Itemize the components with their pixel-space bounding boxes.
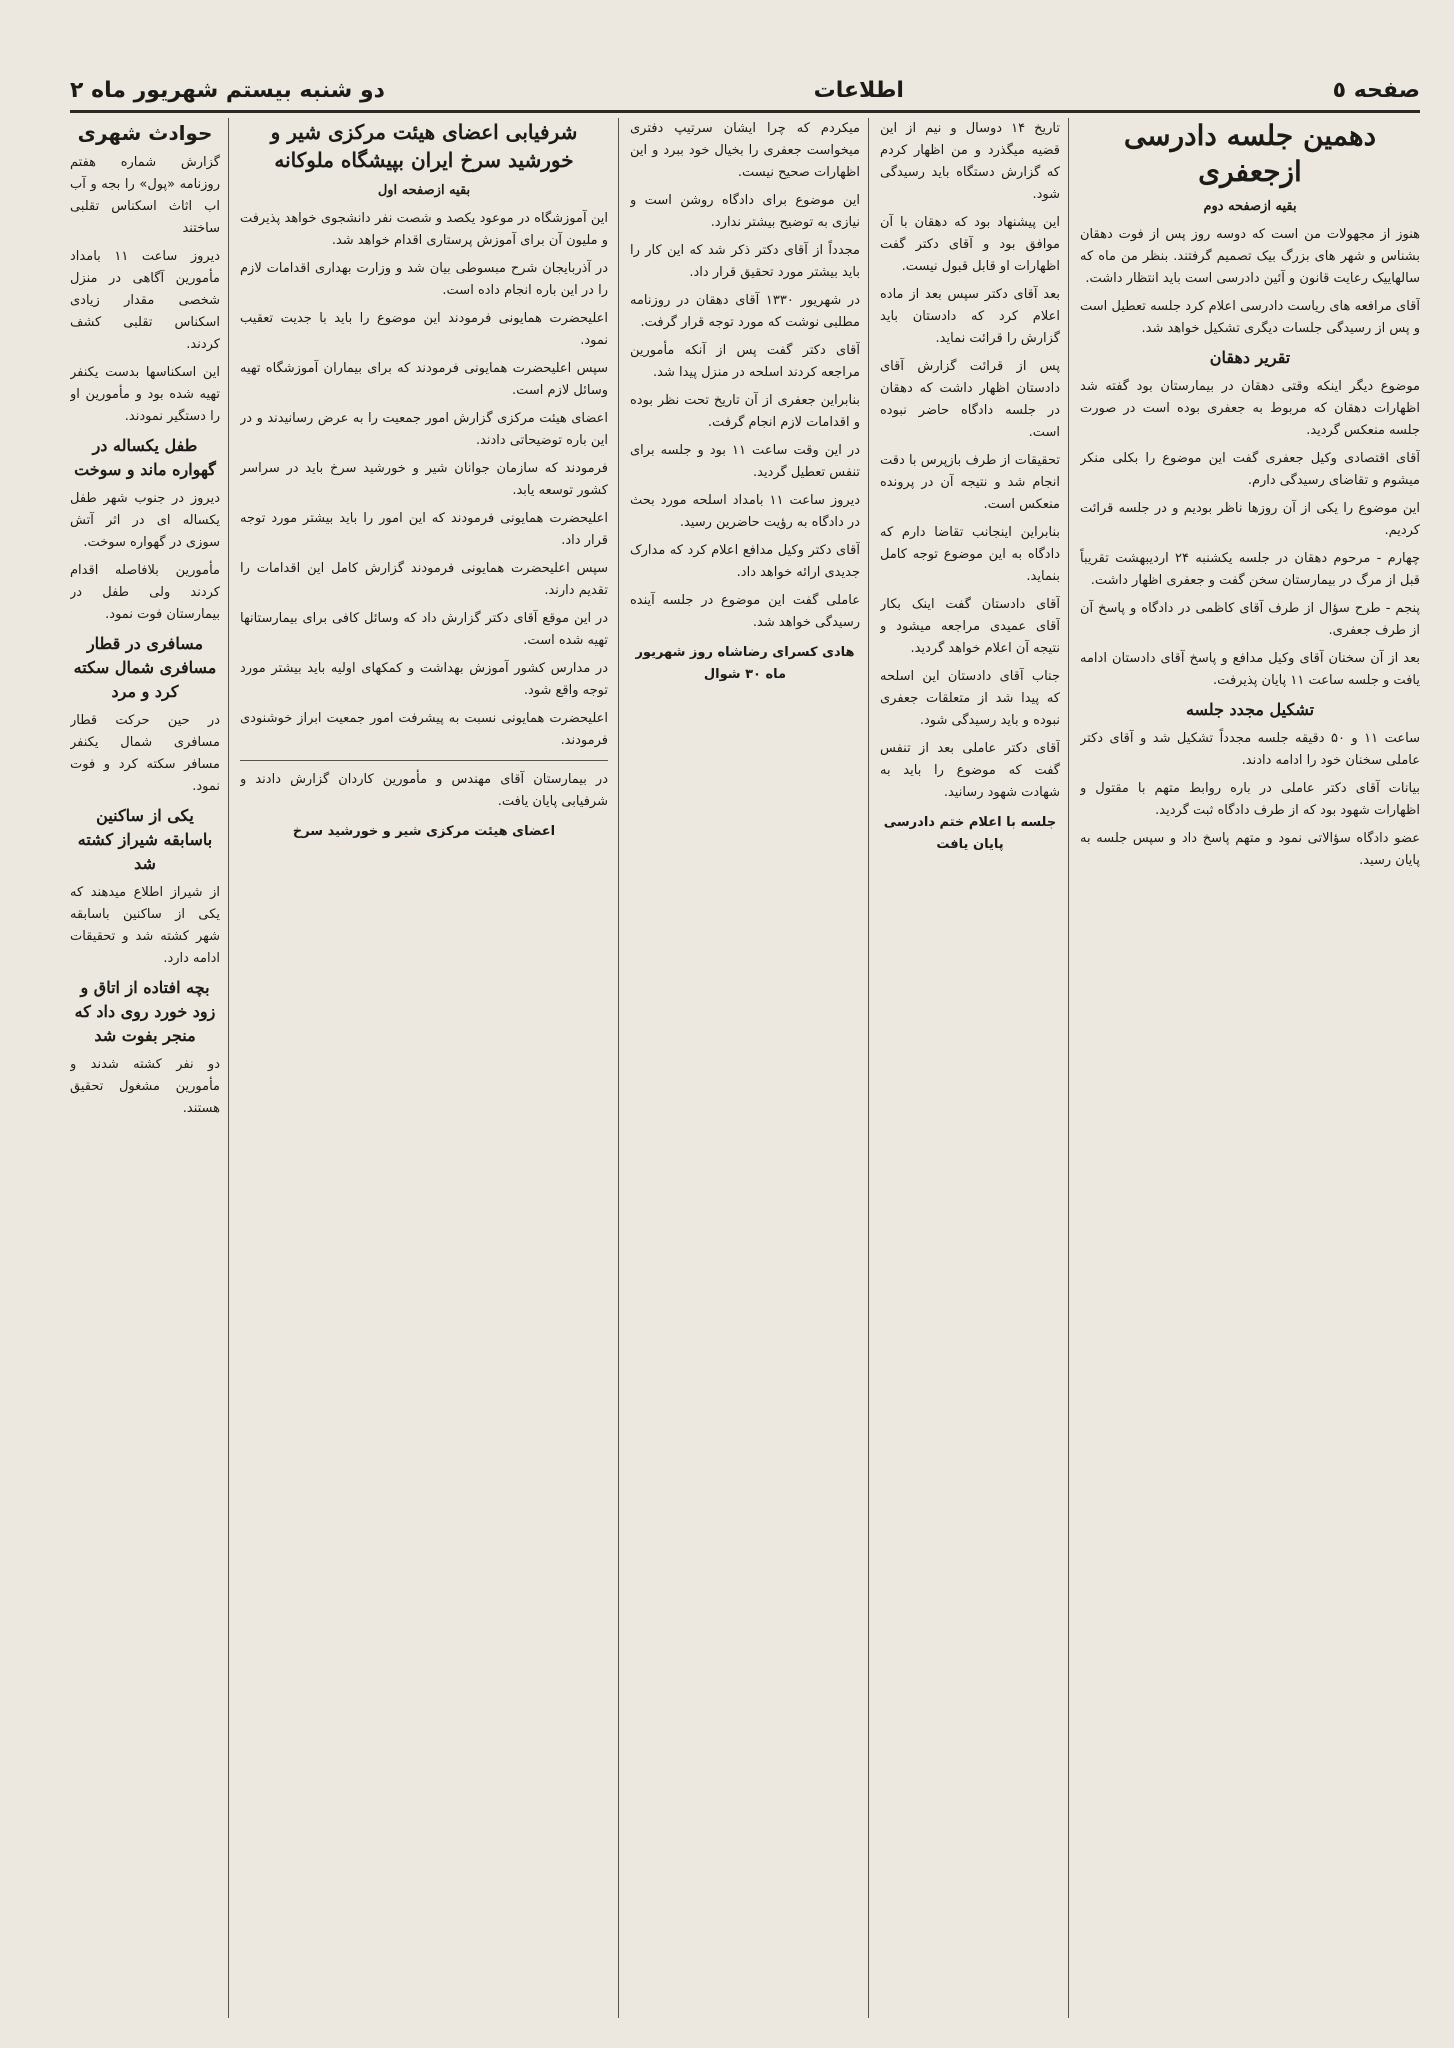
paragraph: ساعت ۱۱ و ۵۰ دقیقه جلسه مجدداً تشکیل شد و آقای دکتر عاملی سخنان خود را ادامه دادند. [1080,731,1420,768]
paragraph: در حین حرکت قطار مسافری شمال یکنفر مسافر سکته کرد و فوت نمود. [70,713,220,794]
paragraph: مجدداً از آقای دکتر ذکر شد که این کار را باید بیشتر مورد تحقیق قرار داد. [630,243,860,280]
column-divider [868,118,869,2018]
paragraph: جناب آقای دادستان این اسلحه که پیدا شد از متعلقات جعفری نبوده و باید رسیدگی شود. [880,669,1060,728]
paragraph: بنابراین اینجانب تقاضا دارم که دادگاه به این موضوع توجه کامل بنماید. [880,525,1060,584]
paragraph: در آذربایجان شرح مبسوطی بیان شد و وزارت بهداری اقدامات لازم را در این باره انجام داده است. [240,261,608,298]
paragraph: دیروز در جنوب شهر طفل یکساله ای در اثر آتش سوزی در گهواره سوخت. [70,491,220,550]
section-heading: مسافری در قطار مسافری شمال سکته کرد و مرد [73,634,217,701]
paragraph: بنابراین جعفری از آن تاریخ تحت نظر بوده و اقدامات لازم انجام گرفت. [630,393,860,430]
column-proceedings [630,118,860,2018]
paragraph: موضوع دیگر اینکه وقتی دهقان در بیمارستان بود گفته شد اظهارات دهقان که مربوط به جعفری بوده است در صورت جلسه منعکس گردید. [1080,379,1420,438]
paragraph: بیانات آقای دکتر عاملی در باره روابط متهم با مقتول و اظهارات شهود بود که از طرف دادگاه ثبت گردید. [1080,781,1420,818]
paragraph: تاریخ ۱۴ دوسال و نیم از این قضیه میگذرد و من اظهار کردم که گزارش دستگاه باید رسیدگی شود. [880,121,1060,202]
paragraph: تحقیقات از طرف بازپرس با دقت انجام شد و نتیجه آن در پرونده منعکس است. [880,453,1060,512]
issue-date: دو شنبه بیستم شهریور ماه ۲ [70,77,385,103]
city-news-title: حوادث شهری [77,121,213,145]
divider [240,760,608,761]
trial-headline: دهمین جلسه دادرسی ازجعفری [1123,119,1377,188]
paragraph: آقای دادستان گفت اینک بکار آقای عمیدی مراجعه میشود و نتیجه آن اعلام خواهد گردید. [880,597,1060,656]
section-heading: تقریر دهقان [1209,348,1291,367]
column-city-news [70,118,220,2018]
section-heading: یکی از ساکنین باسابقه شیراز کشته شد [77,806,213,873]
paragraph: آقای دکتر وکیل مدافع اعلام کرد که مدارک جدیدی ارائه خواهد داد. [630,543,860,580]
paragraph: بعد آقای دکتر سپس بعد از ماده اعلام کرد که دادستان باید گزارش را قرائت نماید. [880,287,1060,346]
paragraph: آقای مرافعه های ریاست دادرسی اعلام کرد جلسه تعطیل است و پس از رسیدگی جلسات دیگری تشکیل خواهد شد. [1080,299,1420,336]
paragraph: عضو دادگاه سؤالاتی نمود و متهم پاسخ داد و سپس جلسه به پایان رسید. [1080,831,1420,868]
paragraph: میکردم که چرا ایشان سرتیپ دفتری میخواست جعفری را بخیال خود ببرد و این اظهارات صحیح نیست. [630,121,860,180]
paragraph: در شهریور ۱۳۳۰ آقای دهقان در روزنامه مطلبی نوشت که مورد توجه قرار گرفت. [630,293,860,330]
paragraph: اعلیحضرت همایونی نسبت به پیشرفت امور جمعیت ابراز خوشنودی فرمودند. [240,711,608,748]
paragraph: در مدارس کشور آموزش بهداشت و کمکهای اولیه باید بیشتر مورد توجه واقع شود. [240,661,608,698]
closing-line: هادی کسرای رضاشاه روز شهریور ماه ۳۰ شوال [635,645,855,682]
paragraph: فرمودند که سازمان جوانان شیر و خورشید سرخ باید در سراسر کشور توسعه یابد. [240,461,608,498]
column-trial [1080,118,1420,2018]
paragraph: اعضای هیئت مرکزی گزارش امور جمعیت را به عرض رسانیدند و در این باره توضیحاتی دادند. [240,411,608,448]
paragraph: در این وقت ساعت ۱۱ بود و جلسه برای تنفس تعطیل گردید. [630,443,860,480]
paragraph: سپس اعلیحضرت همایونی فرمودند گزارش کامل این اقدامات را تقدیم دارند. [240,561,608,598]
paragraph: پس از قرائت گزارش آقای دادستان اظهار داشت که دهقان در جلسه دادگاه حاضر نبوده است. [880,359,1060,440]
paragraph: مأمورین بلافاصله اقدام کردند ولی طفل در بیمارستان فوت نمود. [70,563,220,622]
paragraph: پنجم - طرح سؤال از طرف آقای کاظمی در دادگاه و پاسخ آن از طرف جعفری. [1080,601,1420,638]
audience-headline: شرفیابی اعضای هیئت مرکزی شیر و خورشید سرخ ایران بپیشگاه ملوکانه [270,120,578,172]
paragraph: اعلیحضرت همایونی فرمودند این موضوع را باید با جدیت تعقیب نمود. [240,311,608,348]
paragraph: این موضوع را یکی از آن روزها ناظر بودیم و در جلسه قرائت کردیم. [1080,501,1420,538]
newspaper-name: اطلاعات [813,77,904,103]
paragraph: بعد از آن سخنان آقای وکیل مدافع و پاسخ آقای دادستان ادامه یافت و جلسه ساعت ۱۱ پایان پذیرفت. [1080,651,1420,688]
section-heading: تشکیل مجدد جلسه [1185,700,1315,719]
paragraph: دیروز ساعت ۱۱ بامداد مأمورین آگاهی در منزل شخصی مقدار زیادی اسکناس تقلبی کشف کردند. [70,249,220,352]
paragraph: آقای دکتر عاملی بعد از تنفس گفت که موضوع را باید به شهادت شهود رسانید. [880,741,1060,800]
page-header [70,70,1420,113]
paragraph: از شیراز اطلاع میدهند که یکی از ساکنین باسابقه شهر کشته شد و تحقیقات ادامه دارد. [70,885,220,966]
section-heading: طفل یکساله در گهواره ماند و سوخت [74,436,216,479]
closing-line: اعضای هیئت مرکزی شیر و خورشید سرخ [292,824,556,839]
paragraph: سپس اعلیحضرت همایونی فرمودند که برای بیماران آموزشگاه تهیه وسائل لازم است. [240,361,608,398]
paragraph: این موضوع برای دادگاه روشن است و نیازی به توضیح بیشتر ندارد. [630,193,860,230]
paragraph: در بیمارستان آقای مهندس و مأمورین کاردان گزارش دادند و شرفیابی پایان یافت. [240,772,608,809]
paragraph: گزارش شماره هفتم روزنامه «پول» را بجه و آب اب اثاث اسکناس تقلبی ساختند [70,155,220,236]
trial-subtitle: بقیه ازصفحه دوم [1203,199,1297,214]
paragraph: عاملی گفت این موضوع در جلسه آینده رسیدگی خواهد شد. [630,593,860,630]
paragraph: این آموزشگاه در موعود یکصد و شصت نفر دانشجوی خواهد پذیرفت و ملیون آن برای آموزش پرستاری اقدام خواهد شد. [240,211,608,248]
paragraph: دیروز ساعت ۱۱ بامداد اسلحه مورد بحث در دادگاه به رؤیت حاضرین رسید. [630,493,860,530]
audience-subtitle: بقیه ازصفحه اول [377,183,471,198]
column-trial-continued [880,118,1060,2018]
paragraph: این پیشنهاد بود که دهقان با آن موافق بود و آقای دکتر گفت اظهارات او قابل قبول نیست. [880,215,1060,274]
paragraph: آقای اقتصادی وکیل جعفری گفت این موضوع را بکلی منکر میشوم و تقاضای رسیدگی دارم. [1080,451,1420,488]
page-number: صفحه ٥ [1332,77,1420,103]
paragraph: اعلیحضرت همایونی فرمودند که این امور را باید بیشتر مورد توجه قرار داد. [240,511,608,548]
paragraph: آقای دکتر گفت پس از آنکه مأمورین مراجعه کردند اسلحه در منزل پیدا شد. [630,343,860,380]
section-heading: بچه افتاده از اتاق و زود خورد روی داد که منجر بفوت شد [74,978,216,1045]
column-divider [228,118,229,2018]
paragraph: دو نفر کشته شدند و مأمورین مشغول تحقیق هستند. [70,1057,220,1116]
closing-line: جلسه با اعلام ختم دادرسی پایان یافت [883,815,1057,852]
paragraph: این اسکناسها بدست یکنفر تهیه شده بود و مأمورین او را دستگیر نمودند. [70,365,220,424]
paragraph: چهارم - مرحوم دهقان در جلسه یکشنبه ۲۴ اردیبهشت تقریباً قبل از مرگ در بیمارستان سخن گفت و جعفری اظهار داشت. [1080,551,1420,588]
paragraph: در این موقع آقای دکتر گزارش داد که وسائل کافی برای بیمارستانها تهیه شده است. [240,611,608,648]
paragraph: هنوز از مجهولات من است که دوسه روز پس از فوت دهقان بشناس و شهر های بزرگ بیک تصمیم گرفتند. بنظر من ماه که سالهاییک رعایت قانون و آئین دادرسی است باید انتظار داشت. [1080,227,1420,286]
column-divider [618,118,619,2018]
column-red-lion-sun [240,118,608,2018]
column-divider [1068,118,1069,2018]
